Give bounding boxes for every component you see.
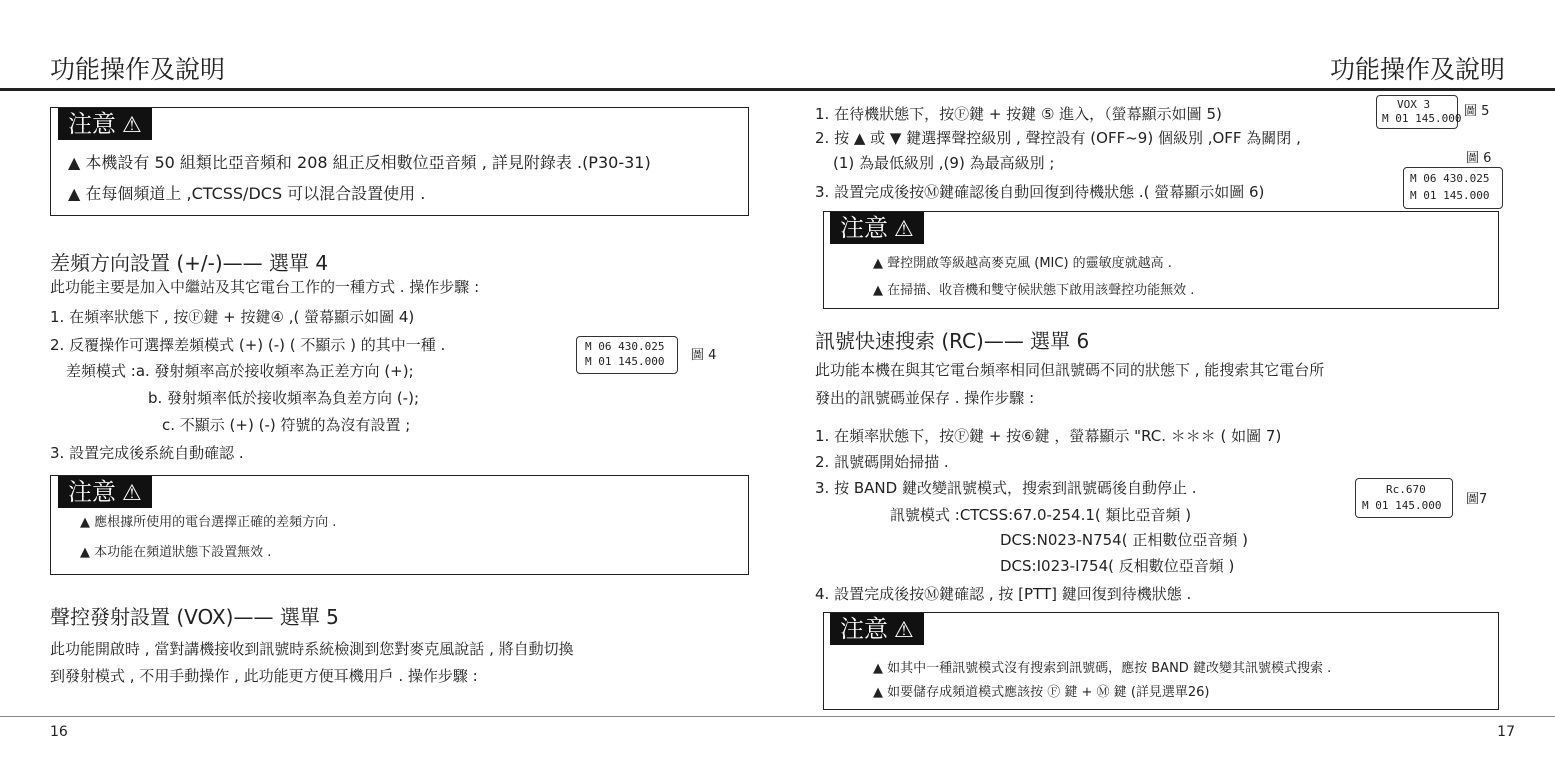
note4-line2: ▲ 如要儲存成頻道模式應該按 Ⓕ 鍵 + Ⓜ 鍵 (詳見選單26) [873,685,1210,700]
rc-step3: 3. 按 BAND 鍵改變訊號模式，搜索到訊號碼後自動停止 . [815,479,1197,497]
right-page-number: 17 [1497,724,1515,740]
offset-mode-a: 差頻模式 :a. 發射頻率高於接收頻率為正差方向 (+); [66,362,414,380]
note-tag-1 [58,108,152,140]
left-page-number: 16 [50,724,68,740]
figure-6-label: 圖 6 [1466,151,1492,166]
rc-step4: 4. 設置完成後按Ⓜ鍵確認 , 按 [PTT] 鍵回復到待機狀態 . [815,585,1192,603]
vox-step3: 3. 設置完成後按Ⓜ鍵確認後自動回復到待機狀態 .( 螢幕顯示如圖 6) [815,183,1265,201]
lcd-bottom-line: M 01 145.000 [585,355,665,368]
warning-icon: ⚠ [894,618,914,643]
note-tag-label: 注意 [68,478,116,506]
note2-line1: ▲ 應根據所使用的電台選擇正確的差頻方向 . [80,515,337,530]
rc-mode-3: DCS:I023-I754( 反相數位亞音頻 ) [1000,557,1235,575]
rc-step2: 2. 訊號碼開始掃描 . [815,453,949,471]
note-tag-label: 注意 [840,214,888,242]
vox-step2a: 2. 按 ▲ 或 ▼ 鍵選擇聲控級別 , 聲控設有 (OFF~9) 個級別 ,OFF 為關閉 , [815,129,1301,147]
note-tag-4 [830,613,924,645]
section-title-offset: 差頻方向設置 (+/-)—— 選單 4 [50,251,329,275]
note-tag-2 [58,476,152,508]
rc-step1: 1. 在頻率狀態下，按Ⓕ鍵 + 按⑥鍵 ，螢幕顯示 "RC. ＊＊＊ ( 如圖 7) [815,427,1282,445]
right-page-title: 功能操作及說明 [1329,55,1505,84]
warning-icon: ⚠ [122,481,142,506]
note2-line2: ▲ 本功能在頻道狀態下設置無效 . [80,545,272,560]
vox-intro-2: 到發射模式 , 不用手動操作 , 此功能更方便耳機用戶 . 操作步驟 : [50,667,478,685]
warning-icon: ⚠ [894,217,914,242]
lcd-top-line: M 06 430.025 [1410,172,1490,185]
offset-mode-b: b. 發射頻率低於接收頻率為負差方向 (-); [148,389,419,407]
section-title-rc: 訊號快速搜索 (RC)—— 選單 6 [815,329,1090,353]
offset-intro: 此功能主要是加入中繼站及其它電台工作的一種方式 . 操作步驟 : [50,278,480,296]
note-tag-label: 注意 [840,615,888,643]
lcd-figure-6 [1403,167,1503,209]
figure-7-label: 圖7 [1466,492,1488,507]
offset-step2: 2. 反覆操作可選擇差頻模式 (+) (-) ( 不顯示 ) 的其中一種 . [50,336,446,354]
offset-step1: 1. 在頻率狀態下 , 按Ⓕ鍵 + 按鍵④ ,( 螢幕顯示如圖 4) [50,308,415,326]
warning-icon: ⚠ [122,113,142,138]
rc-intro-2: 發出的訊號碼並保存 . 操作步驟 : [815,389,1035,407]
note3-line2: ▲ 在掃描、收音機和雙守候狀態下啟用該聲控功能無效 . [873,283,1195,298]
lcd-bottom-line: M 01 145.000 [1362,499,1442,512]
note-tag-label: 注意 [68,110,116,138]
figure-4-label: 圖 4 [691,348,717,363]
header-rule [0,88,1555,91]
figure-5-label: 圖 5 [1464,104,1490,119]
lcd-figure-4 [576,336,678,374]
footer-rule [0,716,1555,717]
lcd-top-line: Rc.670 [1386,483,1426,496]
left-page-title: 功能操作及說明 [50,55,226,84]
rc-mode-2: DCS:N023-N754( 正相數位亞音頻 ) [1000,531,1248,549]
note1-line2: ▲ 在每個頻道上 ,CTCSS/DCS 可以混合設置使用 . [68,184,426,203]
note1-line1: ▲ 本機設有 50 組類比亞音頻和 208 組正反相數位亞音頻 , 詳見附錄表 .(P30-31) [68,153,651,172]
section-title-vox: 聲控發射設置 (VOX)—— 選單 5 [50,605,339,629]
note-tag-3 [830,212,924,244]
lcd-top-line: M 06 430.025 [585,340,665,353]
offset-mode-c: c. 不顯示 (+) (-) 符號的為沒有設置 ; [162,416,411,434]
note3-line1: ▲ 聲控開啟等級越高麥克風 (MIC) 的靈敏度就越高 . [873,256,1172,271]
offset-step3: 3. 設置完成後系統自動確認 . [50,444,244,462]
vox-intro-1: 此功能開啟時 , 當對講機接收到訊號時系統檢測到您對麥克風說話 , 將自動切換 [50,640,574,658]
lcd-figure-5 [1376,95,1462,129]
lcd-bottom-line: M 01 145.000 [1410,189,1490,202]
rc-mode-1: 訊號模式 :CTCSS:67.0-254.1( 類比亞音頻 ) [890,506,1192,524]
rc-intro-1: 此功能本機在與其它電台頻率相同但訊號碼不同的狀態下 , 能搜索其它電台所 [815,361,1325,379]
lcd-top-line: VOX 3 [1397,98,1431,111]
vox-step2b: (1) 為最低級別 ,(9) 為最高級別 ; [833,154,1055,172]
lcd-figure-7 [1355,478,1453,518]
lcd-bottom-line: M 01 145.000 [1382,112,1462,125]
vox-step1: 1. 在待機狀態下，按Ⓕ鍵 + 按鍵 ⑤ 進入，（螢幕顯示如圖 5) [815,105,1222,123]
note4-line1: ▲ 如其中一種訊號模式沒有搜索到訊號碼，應按 BAND 鍵改變其訊號模式搜索 . [873,661,1332,676]
